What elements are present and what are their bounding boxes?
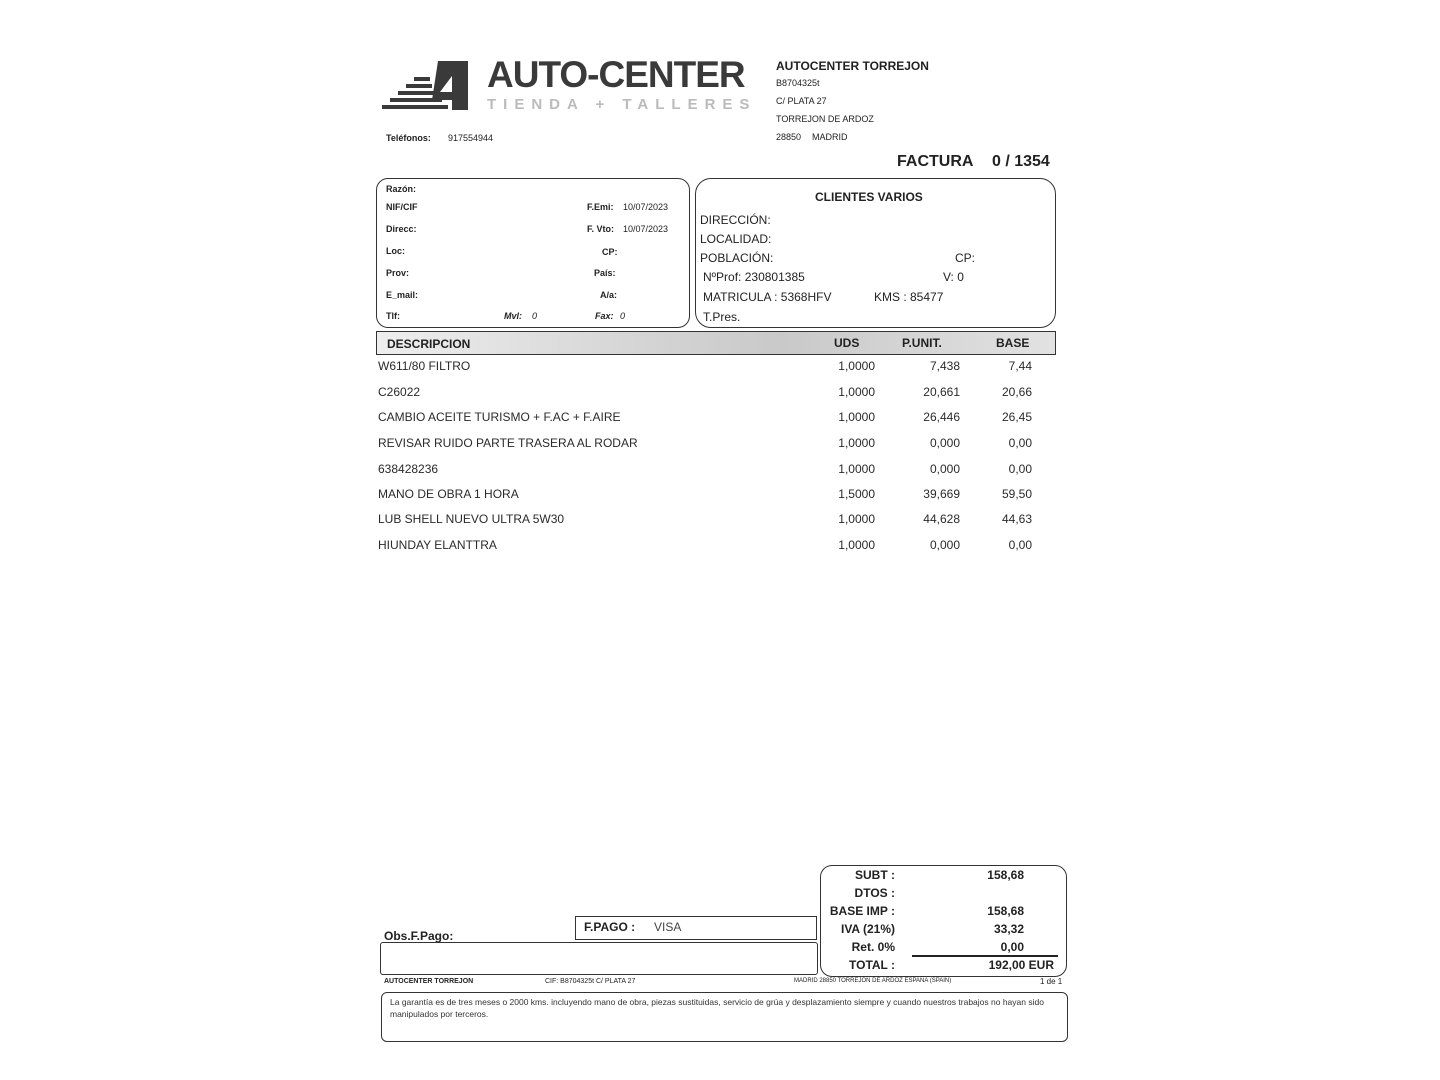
brand-title: AUTO-CENTER [487,54,745,95]
row-punit: 0,000 [929,538,960,552]
fvto-value: 10/07/2023 [623,224,669,234]
row-punit: 39,669 [923,487,960,501]
company-city: TORREJON DE ARDOZ [776,114,874,124]
direcc-label: Direcc: [386,224,417,234]
company-postal: 28850 [776,132,802,142]
version-value: V: 0 [943,270,964,284]
header-desc: DESCRIPCION [387,337,471,351]
brand-tagline: TIENDA + TALLERES [487,96,757,113]
row-punit: 44,628 [923,512,960,526]
row-base: 20,66 [1001,385,1032,399]
fpago-label: F.PAGO : [584,920,636,934]
row-uds: 1,0000 [838,385,875,399]
obs-box [380,942,818,975]
subt-label: SUBT : [855,868,895,882]
row-base: 0,00 [1008,436,1032,450]
header-base: BASE [996,336,1030,350]
company-region: MADRID [812,132,848,142]
footer-cif-addr: CIF: B8704325t C/ PLATA 27 [545,978,636,985]
iva-label: IVA (21%) [840,922,895,936]
footer-company: AUTOCENTER TORREJON [384,978,474,985]
row-uds: 1,0000 [838,410,875,424]
client-cp-label: CP: [602,247,618,257]
subt-value: 158,68 [987,868,1024,882]
tlf-label: Tlf: [386,311,400,321]
row-uds: 1,0000 [838,436,875,450]
localidad-label: LOCALIDAD: [700,232,772,246]
clientes-title: CLIENTES VARIOS [815,190,923,204]
row-desc: REVISAR RUIDO PARTE TRASERA AL RODAR [378,436,638,450]
company-cif: B8704325t [776,78,820,88]
loc-label: Loc: [386,246,405,256]
ret-label: Ret. 0% [851,940,895,954]
fvto-label: F. Vto: [587,224,614,234]
row-uds: 1,0000 [838,538,875,552]
company-logo [380,58,475,113]
page-number: 1 de 1 [1040,977,1063,986]
ret-value: 0,00 [1000,940,1024,954]
tpres-label: T.Pres. [703,310,741,324]
row-punit: 0,000 [929,462,960,476]
row-base: 44,63 [1001,512,1032,526]
row-desc: W611/80 FILTRO [378,359,471,373]
matricula-value: MATRICULA : 5368HFV [703,290,832,304]
base-imp-label: BASE IMP : [829,904,895,918]
razon-label: Razón: [386,184,416,194]
phone-label: Teléfonos: [386,133,431,143]
prov-label: Prov: [386,268,410,278]
row-base: 59,50 [1001,487,1032,501]
nprof-value: NºProf: 230801385 [703,270,805,284]
row-uds: 1,0000 [838,512,875,526]
row-base: 0,00 [1008,538,1032,552]
row-base: 26,45 [1001,410,1032,424]
kms-value: KMS : 85477 [874,290,944,304]
totals-divider [912,955,1058,957]
femi-value: 10/07/2023 [623,202,669,212]
movil-label: Mvl: [504,311,522,321]
dtos-label: DTOS : [854,886,895,900]
nif-label: NIF/CIF [386,202,418,212]
femi-label: F.Emi: [587,202,614,212]
fax-value: 0 [620,311,626,321]
row-desc: HIUNDAY ELANTTRA [378,538,497,552]
client-box [376,178,690,328]
invoice-label: FACTURA [897,153,974,170]
row-punit: 7,438 [929,359,960,373]
row-desc: LUB SHELL NUEVO ULTRA 5W30 [378,512,565,526]
row-punit: 20,661 [923,385,960,399]
company-street: C/ PLATA 27 [776,96,827,106]
invoice-number: 0 / 1354 [992,153,1050,170]
row-desc: 638428236 [378,462,439,476]
row-base: 0,00 [1008,462,1032,476]
guarantee-text: La garantía es de tres meses o 2000 kms. incluyendo mano de obra, piezas sustituidas, servicio de grúa y desplazamiento siempre y cuando nuestros trabajos no hayan sido manipulados por terceros. [390,997,1044,1019]
row-uds: 1,0000 [838,462,875,476]
company-name: AUTOCENTER TORREJON [776,59,929,73]
row-uds: 1,5000 [838,487,875,501]
base-imp-value: 158,68 [987,904,1024,918]
iva-value: 33,32 [993,922,1024,936]
row-desc: C26022 [378,385,421,399]
phone-value: 917554944 [448,133,494,143]
movil-value: 0 [532,311,538,321]
pais-label: País: [594,268,616,278]
row-punit: 0,000 [929,436,960,450]
clientes-cp-label: CP: [955,251,976,265]
fpago-value: VISA [654,920,682,934]
header-punit: P.UNIT. [902,336,942,350]
total-value: 192,00 EUR [988,958,1054,972]
header-uds: UDS [834,336,860,350]
ala-label: A/a: [600,290,618,300]
poblacion-label: POBLACIÓN: [700,251,774,265]
total-label: TOTAL : [849,958,895,972]
row-punit: 26,446 [923,410,960,424]
row-desc: MANO DE OBRA 1 HORA [378,487,519,501]
email-label: E_mail: [386,290,419,300]
footer-location: MADRID 28850 TORREJON DE ARDOZ ESPAÑA (SPAIN) [794,978,952,984]
fax-label: Fax: [595,311,614,321]
direccion-label: DIRECCIÓN: [700,213,771,227]
row-uds: 1,0000 [838,359,875,373]
row-desc: CAMBIO ACEITE TURISMO + F.AC + F.AIRE [378,410,621,424]
row-base: 7,44 [1008,359,1032,373]
table-header [376,331,1056,355]
obs-fpago-label: Obs.F.Pago: [384,929,454,943]
